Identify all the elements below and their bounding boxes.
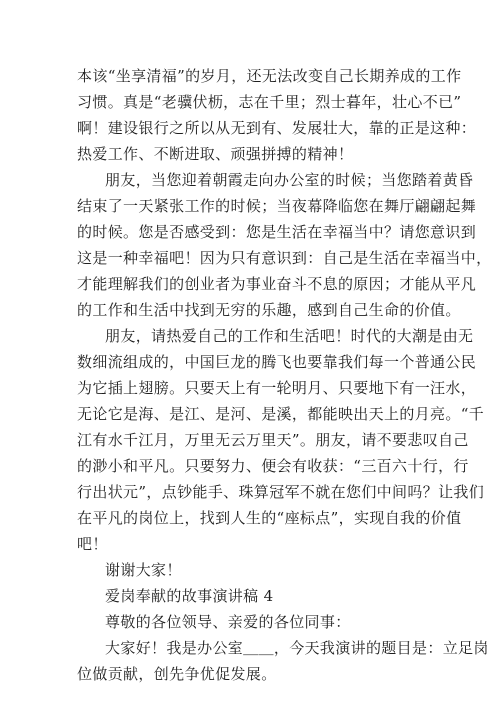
- text-line: 行出状元”，点钞能手、珠算冠军不就在您们中间吗？让我们: [77, 483, 485, 501]
- text-line: 的工作和生活中找到无穷的乐趣，感到自己生命的价值。: [77, 301, 461, 319]
- text-line: 才能理解我们的创业者为事业奋斗不息的原因；才能从平凡: [77, 275, 477, 293]
- text-line: 无论它是海、是江、是河、是溪，都能映出天上的月亮。“千: [77, 405, 485, 423]
- text-line: 这是一种幸福吧！因为只有意识到：自己是生活在幸福当中，: [77, 249, 492, 267]
- text-line: 热爱工作、不断进取、顽强拼搏的精神！: [77, 145, 354, 163]
- text-line: 朋友，当您迎着朝霞走向办公室的时候；当您踏着黄昏: [105, 171, 474, 189]
- text-line: 为它插上翅膀。只要天上有一轮明月、只要地下有一汪水，: [77, 379, 477, 397]
- salutation-line: 尊敬的各位领导、亲爱的各位同事：: [105, 613, 351, 631]
- section-heading: 爱岗奉献的故事演讲稿 4: [105, 587, 274, 605]
- text-line: 大家好！我是办公室＿＿，今天我演讲的题目是：立足岗: [105, 639, 489, 657]
- text-line: 数细流组成的，中国巨龙的腾飞也要靠我们每一个普通公民: [77, 353, 477, 371]
- text-line: 结束了一天紧张工作的时候；当夜幕降临您在舞厅翩翩起舞: [77, 197, 477, 215]
- text-line: 的渺小和平凡。只要努力、便会有收获：“三百六十行，行: [77, 457, 469, 475]
- text-line: 朋友，请热爱自己的工作和生活吧！时代的大潮是由无: [105, 327, 474, 345]
- text-line: 吧！: [77, 535, 108, 553]
- text-line: 啊！建设银行之所以从无到有、发展壮大，靠的正是这种：: [77, 119, 477, 137]
- text-line: 谢谢大家！: [105, 561, 182, 579]
- text-line: 江有水千江月，万里无云万里天”。朋友，请不要悲叹自己: [77, 431, 469, 449]
- text-line: 位做贡献，创先争优促发展。: [77, 665, 277, 683]
- text-line: 的时候。您是否感受到：您是生活在幸福当中？请您意识到: [77, 223, 477, 241]
- text-line: 在平凡的岗位上，找到人生的“座标点”，实现自我的价值: [77, 509, 462, 527]
- text-line: 习惯。真是“老骥伏枥，志在千里；烈士暮年，壮心不已”: [77, 93, 462, 111]
- text-line: 本该“坐享清福”的岁月，还无法改变自己长期养成的工作: [77, 67, 462, 85]
